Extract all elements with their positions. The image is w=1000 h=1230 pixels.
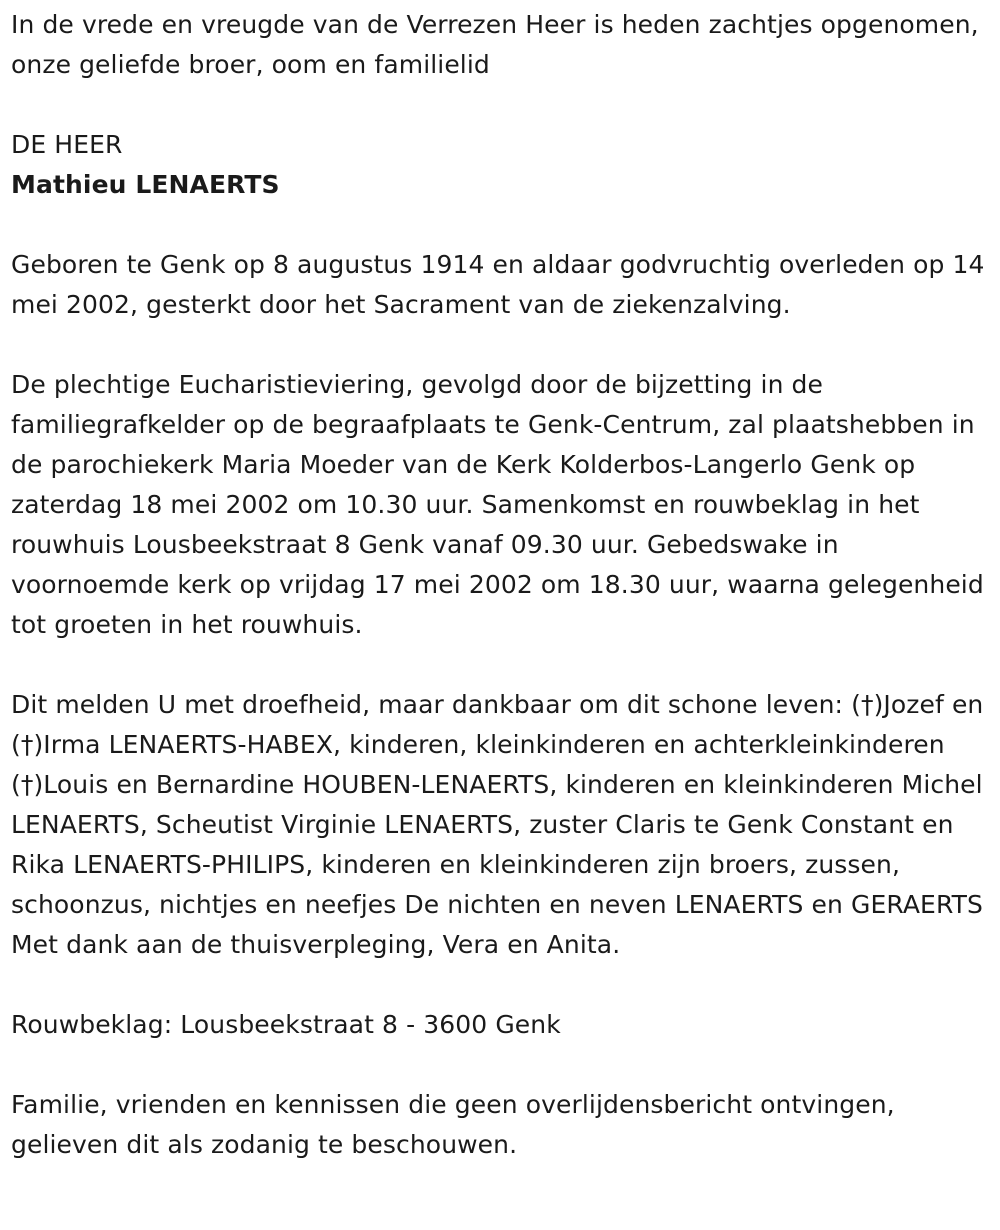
birth-death-text: Geboren te Genk op 8 augustus 1914 en aldaar godvruchtig overleden op 14 mei 2002, gesterkt door het Sacrament van de ziekenzalving. xyxy=(11,250,985,319)
closing-text: Familie, vrienden en kennissen die geen overlijdensbericht ontvingen, gelieven dit als zodanig te beschouwen. xyxy=(11,1090,895,1159)
announcement-text: Dit melden U met droefheid, maar dankbaar om dit schone leven: (†)Jozef en (†)Irma LENAERTS-HABEX, kinderen, kleinkinderen en achterkleinkinderen (†)Louis en Bernardine HOUBEN-LENAERTS, kinderen en kleinkinderen Michel LENAERTS, Scheutist Virginie LENAERTS, zuster Claris te Genk Constant en Rika LENAERTS-PHILIPS, kinderen en kleinkinderen zijn broers, zussen, schoonzus, nichtjes en neefjes De nichten en neven LENAERTS en GERAERTS Met dank aan de thuisverpleging, Vera en Anita. xyxy=(11,690,984,959)
obituary-notice xyxy=(11,5,991,1205)
intro-text: In de vrede en vreugde van de Verrezen Heer is heden zachtjes opgenomen, onze geliefde broer, oom en familielid xyxy=(11,10,979,79)
condolence-address: Rouwbeklag: Lousbeekstraat 8 - 3600 Genk xyxy=(11,1010,561,1039)
deceased-name: Mathieu LENAERTS xyxy=(11,170,280,199)
honorific: DE HEER xyxy=(11,130,123,159)
ceremony-text: De plechtige Eucharistieviering, gevolgd door de bijzetting in de familiegrafkelder op de begraafplaats te Genk-Centrum, zal plaatshebben in de parochiekerk Maria Moeder van de Kerk Kolderbos-Langerlo Genk op zaterdag 18 mei 2002 om 10.30 uur. Samenkomst en rouwbeklag in het rouwhuis Lousbeekstraat 8 Genk vanaf 09.30 uur. Gebedswake in voornoemde kerk op vrijdag 17 mei 2002 om 18.30 uur, waarna gelegenheid tot groeten in het rouwhuis. xyxy=(11,370,984,639)
